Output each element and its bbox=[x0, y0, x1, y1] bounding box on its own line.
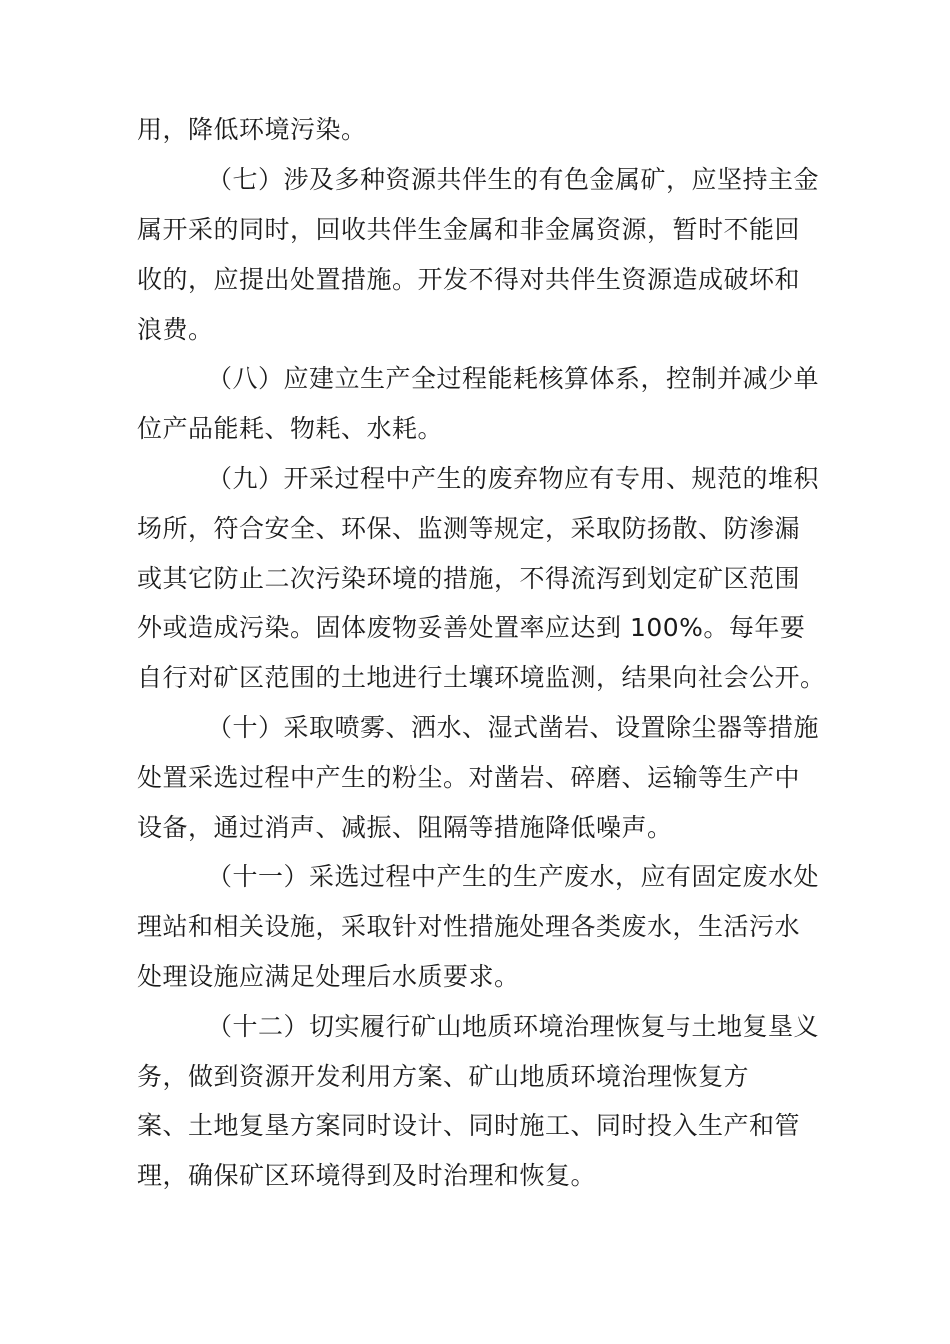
text-line: 收的，应提出处置措施。开发不得对共伴生资源造成破坏和 bbox=[137, 265, 801, 294]
text-line: 外或造成污染。固体废物妥善处置率应达到 100%。每年要 bbox=[137, 613, 806, 642]
text-line: 案、土地复垦方案同时设计、同时施工、同时投入生产和管 bbox=[137, 1111, 801, 1140]
text-line: 设备，通过消声、减振、阻隔等措施降低噪声。 bbox=[137, 813, 673, 842]
text-line: 处理设施应满足处理后水质要求。 bbox=[137, 962, 520, 991]
text-line: （七）涉及多种资源共伴生的有色金属矿，应坚持主金 bbox=[207, 165, 820, 194]
text-line: 用，降低环境污染。 bbox=[137, 115, 367, 144]
text-line: 理站和相关设施，采取针对性措施处理各类废水，生活污水 bbox=[137, 912, 801, 941]
text-line: （十）采取喷雾、洒水、湿式凿岩、设置除尘器等措施 bbox=[207, 713, 820, 742]
text-line: （九）开采过程中产生的废弃物应有专用、规范的堆积 bbox=[207, 464, 820, 493]
text-line: （十二）切实履行矿山地质环境治理恢复与土地复垦义 bbox=[207, 1012, 820, 1041]
text-line: 务，做到资源开发利用方案、矿山地质环境治理恢复方 bbox=[137, 1062, 750, 1091]
text-line: 或其它防止二次污染环境的措施，不得流泻到划定矿区范围 bbox=[137, 564, 801, 593]
text-line: 处置采选过程中产生的粉尘。对凿岩、碎磨、运输等生产中 bbox=[137, 763, 801, 792]
text-line: （八）应建立生产全过程能耗核算体系，控制并减少单 bbox=[207, 364, 820, 393]
text-line: 理，确保矿区环境得到及时治理和恢复。 bbox=[137, 1161, 597, 1190]
text-line: 位产品能耗、物耗、水耗。 bbox=[137, 414, 444, 443]
text-line: 场所，符合安全、环保、监测等规定，采取防扬散、防渗漏 bbox=[137, 514, 801, 543]
text-line: 属开采的同时，回收共伴生金属和非金属资源，暂时不能回 bbox=[137, 215, 801, 244]
text-line: 浪费。 bbox=[137, 315, 214, 344]
text-line: 自行对矿区范围的土地进行土壤环境监测，结果向社会公开。 bbox=[137, 663, 826, 692]
text-line: （十一）采选过程中产生的生产废水，应有固定废水处 bbox=[207, 862, 820, 891]
